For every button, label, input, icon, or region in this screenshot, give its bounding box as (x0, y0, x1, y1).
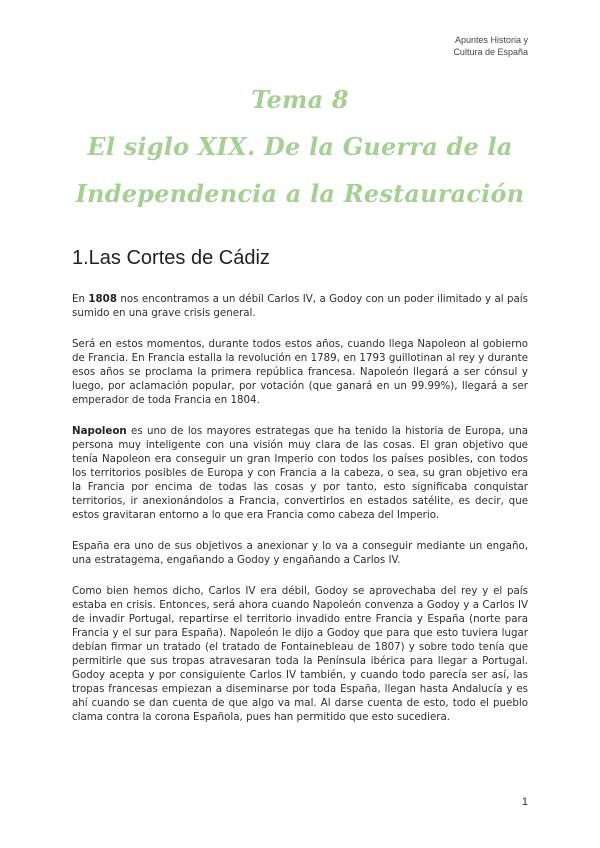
page-number: 1 (521, 796, 528, 808)
paragraph-5: Como bien hemos dicho, Carlos IV era débil, Godoy se aprovechaba del rey y el país estaba en crisis. Entonces, será ahora cuando Napoleón convenza a Godoy y a Carlos IV de invadir Portugal, repartirse el territorio invadido entre Francia y España (norte para Francia y el sur para España). Napoleón le dijo a Godoy que para que esto tuviera lugar debían firmar un tratado (el tratado de Fontainebleau de 1807) y sobre todo tenía que permitirle que sus tropas atravesaran toda la Península ibérica para llegar a Portugal. Godoy acepta y por consiguiente Carlos IV también, y cuando todo parecía ser así, las tropas francesas empiezan a diseminarse por toda España, llegan hasta Andalucía y es ahí cuando se dan cuenta de que algo va mal. Al darse cuenta de esto, todo el pueblo clama contra la corona Española, pues han permitido que esto sucediera. (72, 584, 528, 724)
title-line-3: Independencia a la Restauración (75, 179, 525, 208)
paragraph-3-rest: es uno de los mayores estrategas que ha tenido la historia de Europa, una persona muy inteligente con una visión muy clara de las cosas. El gran objetivo que tenía Napoleon era conseguir un gran Imperio con todos los países posibles, con todos los territorios posibles de Europa y con Francia a la cabeza, o sea, su gran objetivo era la Francia por encima de todas las cosas y por tanto, esto significaba conquistar territorios, ir anexionándolos a Francia, convertirlos en estados satélite, es decir, que estos gravitaran entorno a lo que era Francia como cabeza del Imperio. (72, 424, 528, 522)
header-note (388, 34, 528, 58)
paragraph-1-bold-year: 1808 (88, 293, 117, 305)
header-note-line-1: Apuntes Historia y (454, 35, 528, 45)
paragraph-3-bold-name: Napoleon (72, 424, 127, 437)
section-heading: 1.Las Cortes de Cádiz (72, 247, 270, 269)
paragraph-1-lead: En (72, 293, 85, 305)
header-note-line-2: Cultura de España (453, 47, 528, 57)
title-line-2: El siglo XIX. De la Guerra de la (87, 132, 513, 161)
title-line-1: Tema 8 (251, 85, 349, 114)
paragraph-1 (72, 292, 528, 320)
paragraph-1-rest: nos encontramos a un débil Carlos IV, a Godoy con un poder ilimitado y al país sumido en una grave crisis general. (72, 293, 528, 320)
document-title (0, 76, 600, 217)
paragraph-4: España era uno de sus objetivos a anexionar y lo va a conseguir mediante un engaño, una estratagema, engañando a Godoy y engañando a Carlos IV. (72, 539, 528, 566)
paragraph-2: Será en estos momentos, durante todos estos años, cuando llega Napoleon al gobierno de Francia. En Francia estalla la revolución en 1789, en 1793 guillotinan al rey y durante esos años se proclama la primera república francesa. Napoleón llegará a ser cónsul y luego, por aclamación popular, por votación (que ganará en un 99.99%), llegará a ser emperador de toda Francia en 1804. (72, 337, 528, 407)
body-text (72, 292, 528, 741)
paragraph-3 (72, 424, 528, 523)
